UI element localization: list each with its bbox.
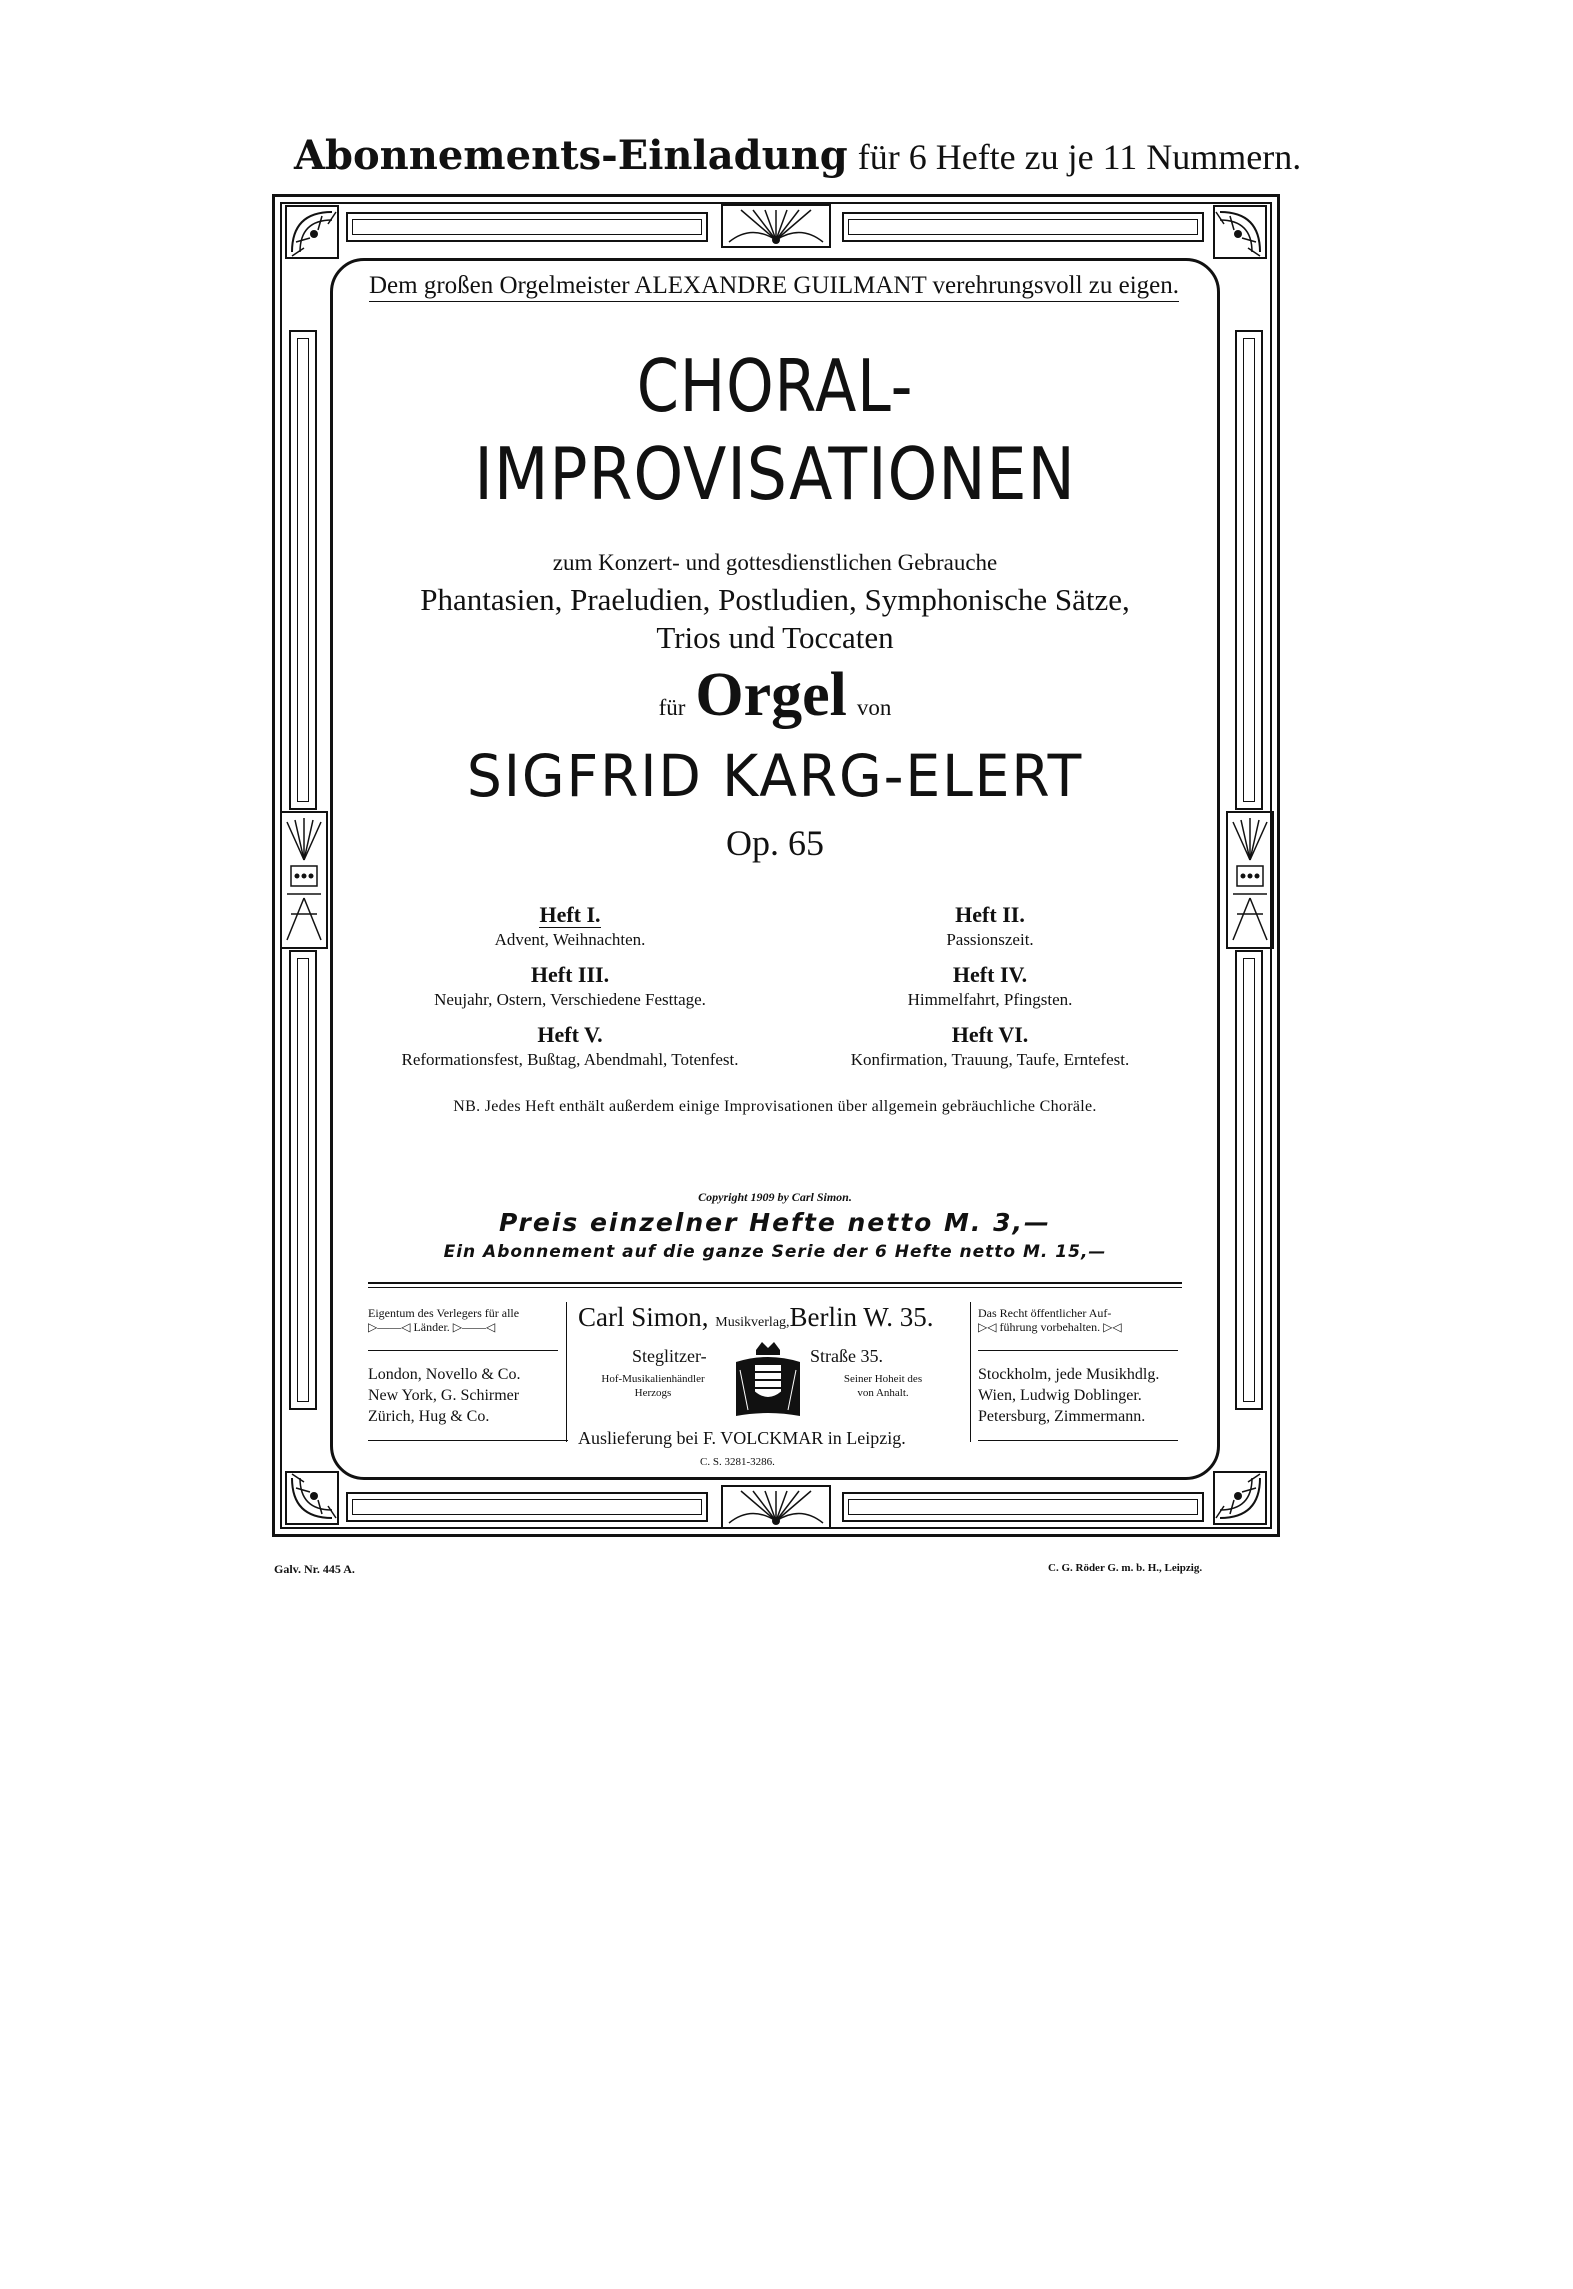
agents-left-rule: [368, 1440, 568, 1441]
fan-ornament-bottom: [721, 1485, 831, 1529]
divider-right: [970, 1302, 973, 1442]
instrument-line: [330, 660, 1220, 731]
frame-top-bar-left: [346, 212, 708, 242]
volume-3-title: Heft III.: [530, 962, 610, 987]
volume-4-contents: Himmelfahrt, Pfingsten.: [907, 990, 1073, 1009]
agents-right: [978, 1364, 1182, 1427]
rights-right: [978, 1306, 1178, 1335]
agents-right-rule: [978, 1440, 1178, 1441]
publisher-name-text: Carl Simon,: [578, 1302, 709, 1332]
header-bold: Abonnements-Einladung: [294, 132, 848, 179]
rights-left-line-1: Eigentum des Verlegers für alle: [368, 1306, 520, 1320]
agent-london: London, Novello & Co.: [368, 1366, 521, 1383]
corner-ornament-bottom-right: [1212, 1470, 1268, 1526]
side-ornament-right: [1225, 810, 1275, 950]
volume-4-title: Heft IV.: [952, 962, 1028, 987]
volume-2-contents: Passionszeit.: [946, 930, 1034, 949]
publisher-rule-top-2: [368, 1287, 1182, 1288]
instrument-post: von: [856, 695, 892, 720]
plate-number: C. S. 3281-3286.: [700, 1456, 775, 1468]
rights-right-line-1: Das Recht öffentlicher Auf-: [978, 1306, 1112, 1320]
volume-1-title-text: Heft I.: [539, 902, 601, 927]
header-rest: für 6 Hefte zu je 11 Nummern.: [857, 137, 1302, 177]
price-single: Preis einzelner Hefte netto M. 3,—: [498, 1208, 1052, 1237]
divider-left: [566, 1302, 569, 1442]
volume-1-contents: Advent, Weihnachten.: [494, 930, 646, 949]
agents-left: [368, 1364, 568, 1427]
rights-left: [368, 1306, 558, 1335]
header-line: [294, 132, 1302, 179]
volume-5-title: Heft V.: [537, 1022, 603, 1047]
title-line-2: IMPROVISATIONEN: [474, 432, 1076, 516]
agent-zurich: Zürich, Hug & Co.: [368, 1408, 490, 1426]
composer-name: SIGFRID KARG-ELERT: [466, 742, 1084, 810]
agent-wien: Wien, Ludwig Doblinger.: [978, 1387, 1142, 1405]
rights-left-line-2-row: ▷——◁ Länder. ▷——◁: [368, 1320, 496, 1335]
auslieferung: Auslieferung bei F. VOLCKMAR in Leipzig.: [578, 1428, 906, 1448]
rights-left-line-2: Länder.: [413, 1320, 450, 1335]
copyright: Copyright 1909 by Carl Simon.: [698, 1190, 852, 1204]
genres-line-2: Trios und Toccaten: [656, 620, 894, 655]
frame-right-rail-upper: [1235, 330, 1263, 810]
rights-right-rule: [978, 1350, 1178, 1351]
fan-ornament-top: [721, 204, 831, 248]
publisher-city: Berlin W. 35.: [789, 1302, 934, 1332]
volume-6-title: Heft VI.: [951, 1022, 1029, 1047]
footer-left: Galv. Nr. 445 A.: [274, 1562, 355, 1576]
rights-right-line-2-row: ▷◁ führung vorbehalten. ▷◁: [978, 1320, 1122, 1335]
opus-number: Op. 65: [726, 823, 824, 863]
agent-stockholm: Stockholm, jede Musikhdlg.: [978, 1366, 1160, 1383]
agent-new-york: New York, G. Schirmer: [368, 1387, 520, 1405]
rights-left-rule: [368, 1350, 558, 1351]
agent-petersburg: Petersburg, Zimmermann.: [978, 1408, 1146, 1426]
note: NB. Jedes Heft enthält außerdem einige Improvisationen über allgemein gebräuchliche Choräle.: [453, 1098, 1097, 1115]
volume-1-title: [360, 902, 780, 928]
hof-right: [808, 1372, 958, 1401]
publisher-musikverlag: Musikverlag,: [715, 1315, 790, 1330]
coat-of-arms-image: [732, 1340, 804, 1422]
dedication: [368, 272, 1180, 300]
street-left: Steglitzer-: [632, 1346, 707, 1366]
hof-right-line-1: Seiner Hoheit des: [843, 1373, 923, 1385]
frame-bottom-bar-right: [842, 1492, 1204, 1522]
frame-top-bar-right: [842, 212, 1204, 242]
publisher-name: [578, 1302, 934, 1333]
corner-ornament-top-left: [284, 204, 340, 260]
publisher-rule-top: [368, 1282, 1182, 1284]
subtitle: zum Konzert- und gottesdienstlichen Gebrauche: [552, 550, 998, 575]
hof-left-line-2: Herzogs: [634, 1387, 672, 1400]
footer-right: C. G. Röder G. m. b. H., Leipzig.: [1048, 1562, 1203, 1574]
frame-bottom-bar-left: [346, 1492, 708, 1522]
hof-left-line-1: Hof-Musikalienhändler: [601, 1373, 705, 1385]
price-subscription: Ein Abonnement auf die ganze Serie der 6 Hefte netto M. 15,—: [443, 1242, 1107, 1262]
hof-left: [578, 1372, 728, 1401]
genres-line-1: Phantasien, Praeludien, Postludien, Symphonische Sätze,: [420, 582, 1130, 617]
volume-3-contents: Neujahr, Ostern, Verschiedene Festtage.: [434, 990, 706, 1009]
volume-2-title: Heft II.: [955, 902, 1025, 927]
frame-left-rail-lower: [289, 950, 317, 1410]
frame-right-rail-lower: [1235, 950, 1263, 1410]
volume-5-contents: Reformationsfest, Bußtag, Abendmahl, Totenfest.: [401, 1050, 739, 1069]
dedication-text: Dem großen Orgelmeister ALEXANDRE GUILMANT verehrungsvoll zu eigen.: [369, 272, 1179, 302]
street-right: Straße 35.: [810, 1346, 883, 1366]
rights-right-line-2: führung vorbehalten.: [999, 1320, 1101, 1335]
hof-right-line-2: von Anhalt.: [857, 1387, 909, 1400]
frame-left-rail-upper: [289, 330, 317, 810]
title-line-1: CHORAL-: [636, 344, 914, 428]
side-ornament-left: [279, 810, 329, 950]
corner-ornament-top-right: [1212, 204, 1268, 260]
corner-ornament-bottom-left: [284, 1470, 340, 1526]
instrument-pre: für: [658, 695, 686, 720]
volume-6-contents: Konfirmation, Trauung, Taufe, Erntefest.: [850, 1050, 1130, 1069]
instrument-name: Orgel: [695, 661, 847, 729]
